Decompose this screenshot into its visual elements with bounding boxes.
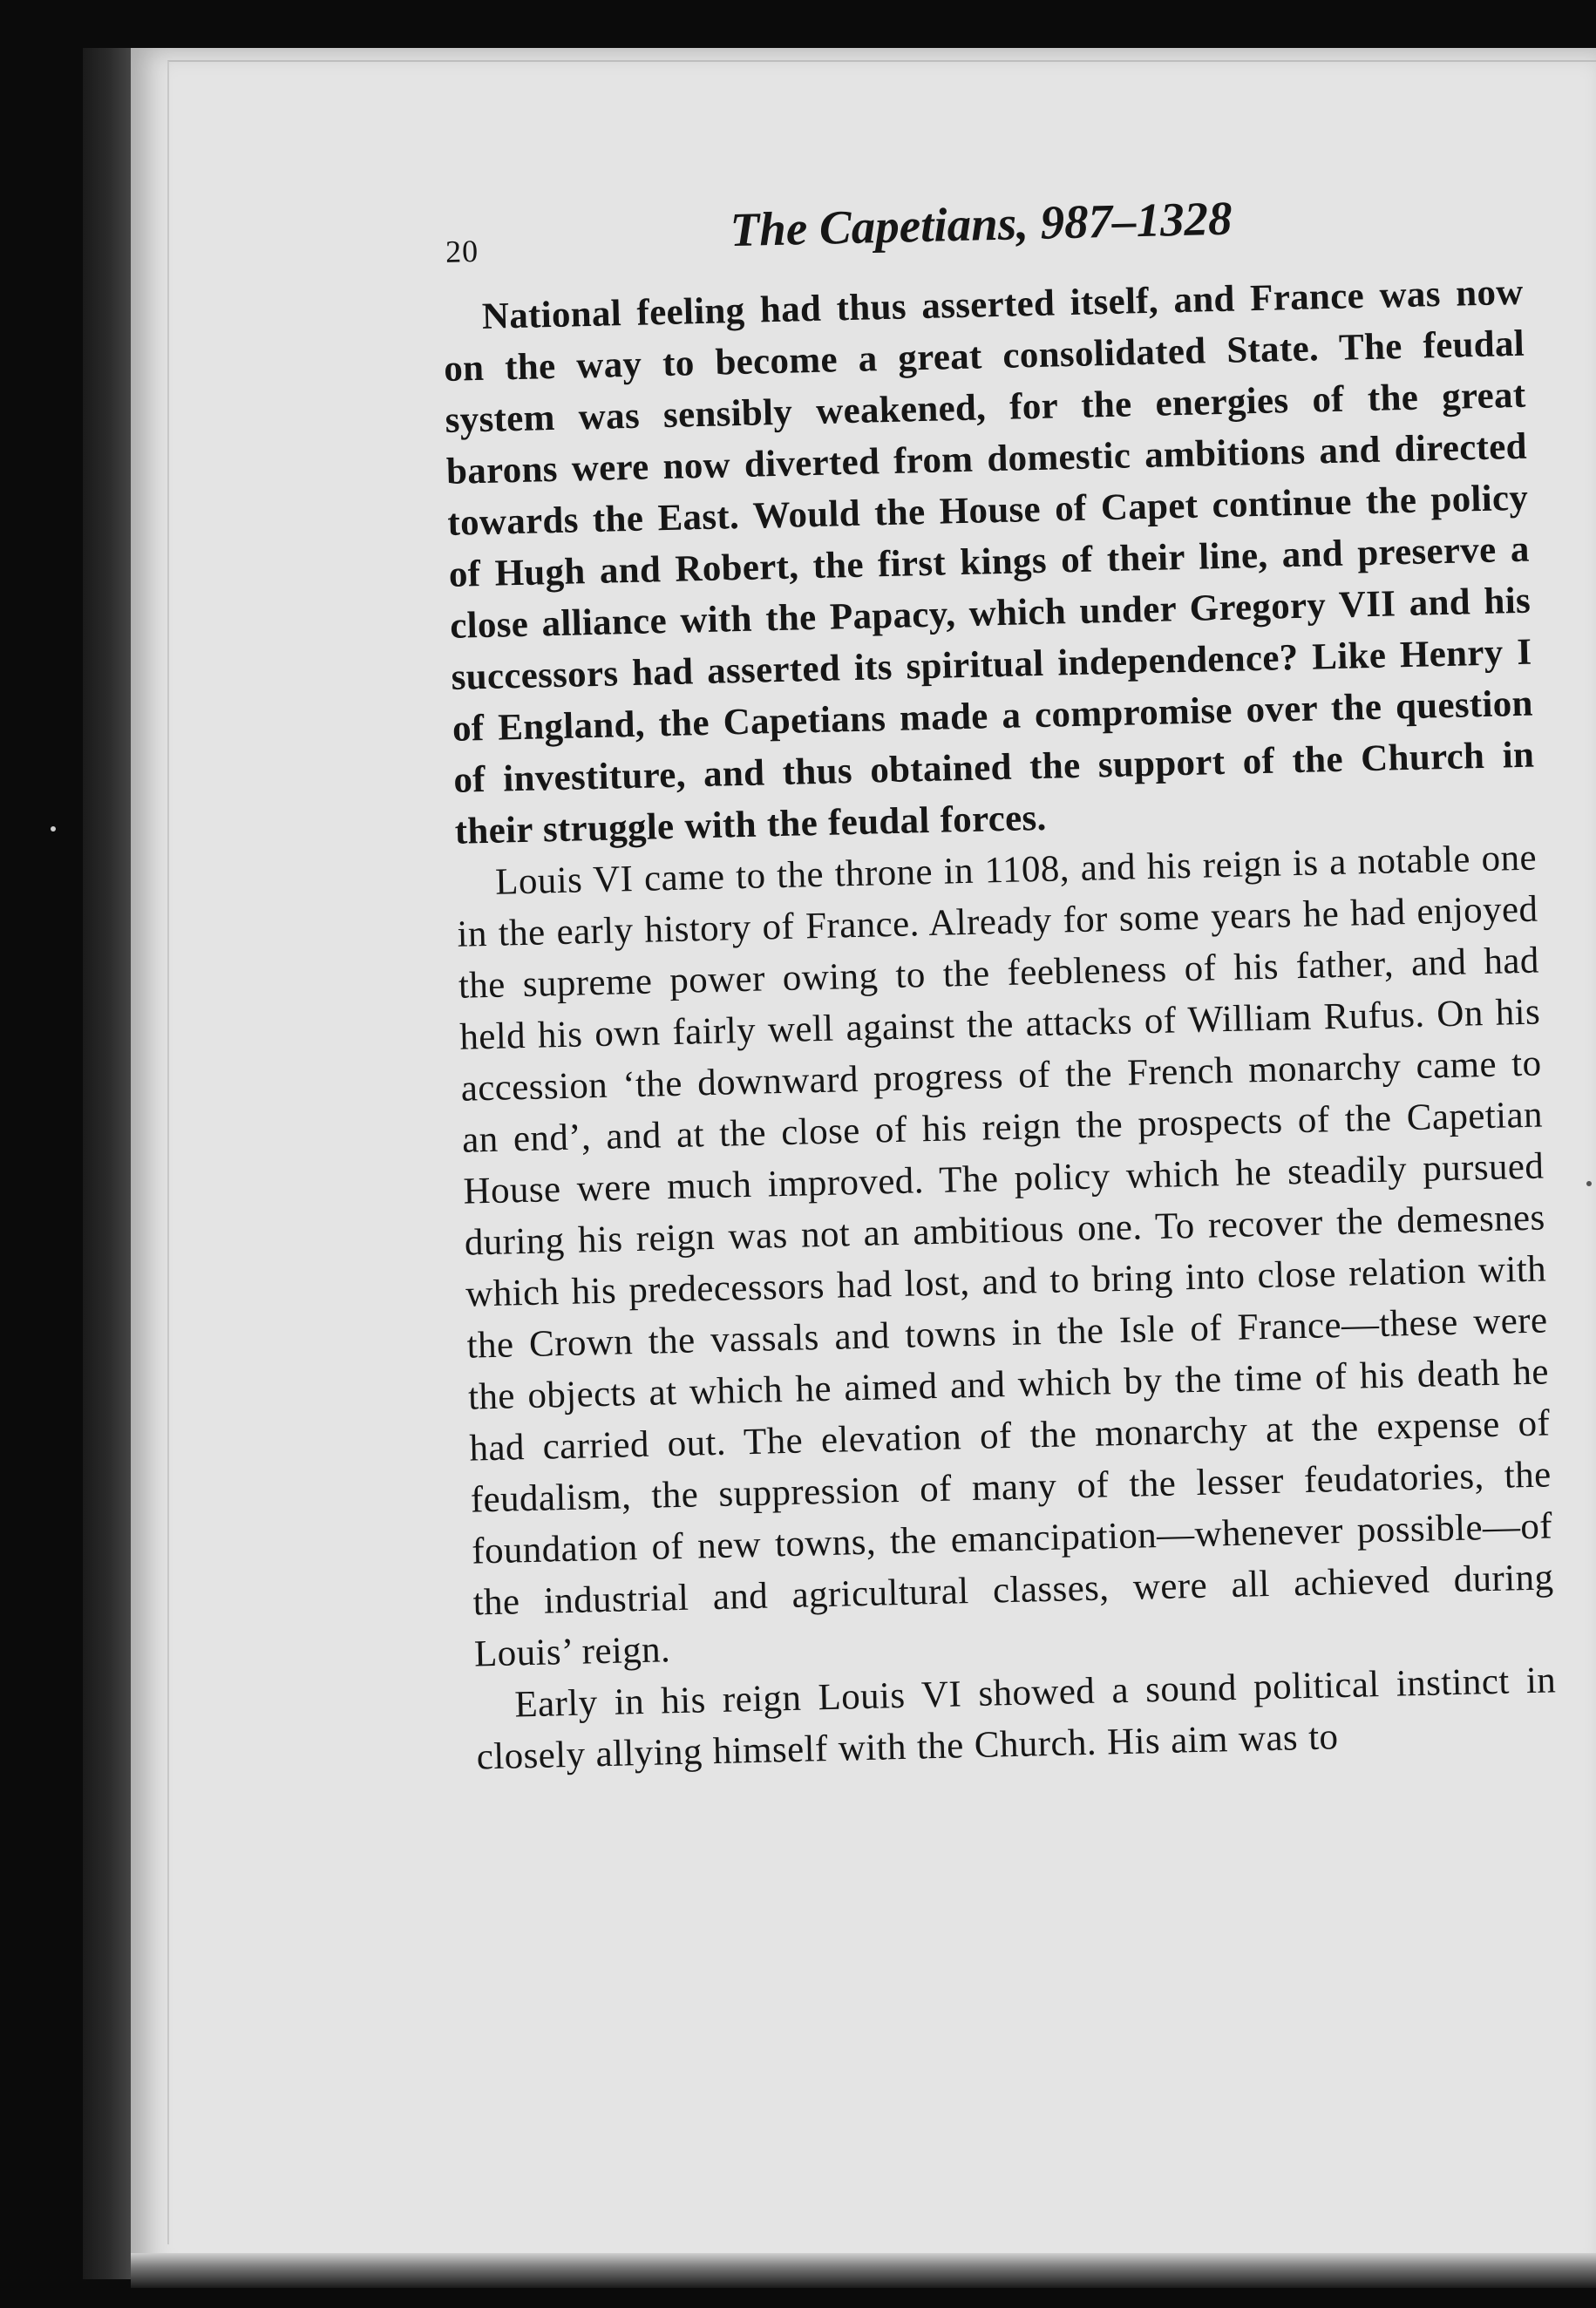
paragraph: Louis VI came to the throne in 1108, and his reign is a notable one in the early history of France. Already for some years he had enjoyed the supreme power owing to the feebleness of his father, and had held his own fairly well against the attacks of William Rufus. On his accession ‘the downward progress of the French monarchy came to an end’, and at the close of his reign the prospects of the Capetian House were much improved. The policy which he steadily pursued during his reign was not an ambitious one. To recover the demesnes which his predecessors had lost, and to bring into close relation with the Crown the vassals and towns in the Isle of France—these were the objects at which he aimed and which by the time of his death he had carried out. The elevation of the monarchy at the expense of feudalism, the suppression of many of the lesser feudatories, the foundation of new towns, the emancipation—whenever possible—of the industrial and agricultural classes, were all achieved during Louis’ reign. <box>457 837 1554 1675</box>
scan-speck <box>1586 1181 1592 1186</box>
page-bottom-edge <box>131 2253 1596 2288</box>
running-title: The Capetians, 987–1328 <box>729 191 1233 257</box>
paragraph: Early in his reign Louis VI showed a sound political instinct in closely allying himself with the Church. His aim was to <box>476 1660 1557 1778</box>
page-text-block <box>440 184 1558 1783</box>
paragraph: National feeling had thus asserted itself, and France was now on the way to become a great consolidated State. The feudal system was sensibly weakened, for the energies of the great barons were now diverted from domestic ambitions and directed towards the East. Would the House of Capet continue the policy of Hugh and Robert, the first kings of their line, and preserve a close alliance with the Papacy, which under Gregory VII and his successors had asserted its spiritual independence? Like Henry I of England, the Capetians made a compromise over the question of investiture, and thus obtained the support of the Church in their struggle with the feudal forces. <box>443 271 1535 852</box>
scan-speck <box>51 826 56 832</box>
page-number: 20 <box>445 233 479 269</box>
